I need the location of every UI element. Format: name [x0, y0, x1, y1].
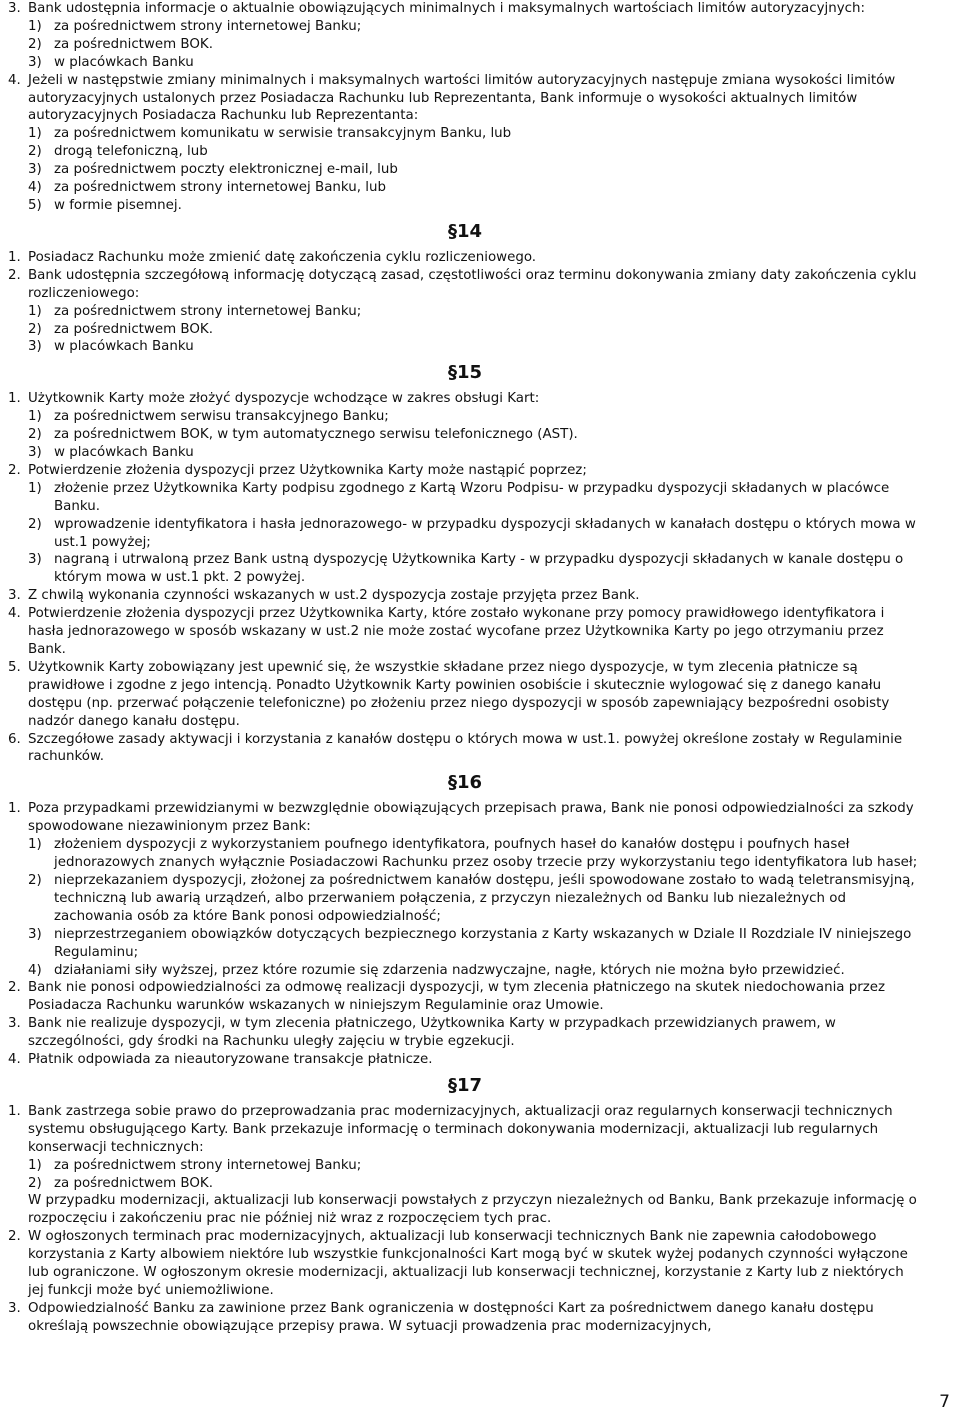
list-subitem [8, 408, 922, 426]
list-subitem [8, 426, 922, 444]
paragraph-number: 3. [8, 588, 21, 604]
list-subitem [8, 926, 922, 962]
list-subitem [8, 872, 922, 926]
subitem-text: za pośrednictwem strony internetowej Banku, lub [54, 180, 386, 196]
subitem-text: nieprzestrzeganiem obowiązków dotyczących bezpiecznego korzystania z Karty wskazanych w Dziale II Rozdziale IV niniejszego Regulaminu; [54, 926, 912, 960]
list-subitem [8, 197, 922, 215]
numbered-paragraph [8, 267, 922, 303]
paragraph-text: Użytkownik Karty może złożyć dyspozycje wchodzące w zakres obsługi Kart: [28, 391, 540, 407]
section-heading-text: §14 [447, 220, 483, 242]
list-subitem [8, 54, 922, 72]
paragraph-number: 6. [8, 731, 21, 747]
list-subitem [8, 125, 922, 143]
subitem-text: wprowadzenie identyfikatora i hasła jednorazowego- w przypadku dyspozycji składanych w kanałach dostępu o których mowa w ust.1 powyżej; [54, 516, 916, 550]
section-heading [8, 1073, 922, 1099]
subitem-number: 2) [28, 872, 42, 888]
subitem-text: działaniami siły wyższej, przez które rozumie się zdarzenia nadzwyczajne, nagłe, których nie można było przewidzieć. [54, 962, 845, 978]
paragraph-text: Jeżeli w następstwie zmiany minimalnych i maksymalnych wartości limitów autoryzacyjnych następuje zmiana wysokości limitów autoryzacyjnych ustalonych przez Posiadacza Rachunku lub Reprezentanta, Bank informuje o wysokości aktualnych limitów autoryzacyjnych Posiadacza Rachunku lub Reprezentanta: [28, 72, 896, 124]
list-subitem [8, 321, 922, 339]
numbered-paragraph [8, 979, 922, 1015]
subitem-text: za pośrednictwem BOK, w tym automatycznego serwisu telefonicznego (AST). [54, 427, 578, 443]
list-subitem [8, 338, 922, 356]
numbered-paragraph [8, 249, 922, 267]
subitem-number: 1) [28, 837, 42, 853]
paragraph-text: Potwierdzenie złożenia dyspozycji przez Użytkownika Karty może nastąpić poprzez; [28, 462, 587, 478]
subitem-number: 3) [28, 339, 42, 355]
list-subitem [8, 516, 922, 552]
numbered-paragraph [8, 800, 922, 836]
subitem-number: 1) [28, 303, 42, 319]
numbered-paragraph [8, 731, 922, 767]
subitem-text: za pośrednictwem BOK. [54, 321, 213, 337]
paragraph-text: Poza przypadkami przewidzianymi w bezwzględnie obowiązujących przepisach prawa, Bank nie ponosi odpowiedzialności za szkody spowodowane niezawinionym przez Bank: [28, 801, 914, 835]
list-subitem [8, 303, 922, 321]
numbered-paragraph [8, 1300, 922, 1336]
paragraph-text: Potwierdzenie złożenia dyspozycji przez Użytkownika Karty, które zostało wykonane przy pomocy prawidłowego identyfikatora i hasła jednorazowego w sposób wskazany w ust.2 nie może zostać wycofane przez Użytkownika Karty po jego otrzymaniu przez Bank. [28, 606, 885, 657]
subitem-number: 4) [28, 180, 42, 196]
subitem-text: za pośrednictwem strony internetowej Banku; [54, 303, 362, 319]
subitem-text: za pośrednictwem strony internetowej Banku; [54, 18, 362, 34]
subitem-text: złożeniem dyspozycji z wykorzystaniem poufnego identyfikatora, poufnych haseł do kanałów dostępu i poufnych haseł jednorazowych znanych wyłącznie Posiadaczowi Rachunku przez osoby trzecie przy wykorzystaniu tego identyfikatora lub haseł; [54, 837, 918, 871]
paragraph-number: 5. [8, 659, 21, 675]
subitem-number: 1) [28, 409, 42, 425]
list-subitem [8, 161, 922, 179]
paragraph-text: Płatnik odpowiada za nieautoryzowane transakcje płatnicze. [28, 1052, 433, 1068]
paragraph-number: 2. [8, 267, 21, 283]
paragraph-number: 4. [8, 606, 21, 622]
subitem-text: za pośrednictwem komunikatu w serwisie transakcyjnym Banku, lub [54, 126, 512, 142]
paragraph-text: Z chwilą wykonania czynności wskazanych w ust.2 dyspozycja zostaje przyjęta przez Bank. [28, 588, 640, 604]
paragraph-number: 1. [8, 391, 21, 407]
list-subitem [8, 480, 922, 516]
section-heading [8, 219, 922, 245]
list-subitem [8, 179, 922, 197]
subitem-text: za pośrednictwem BOK. [54, 1175, 213, 1191]
section-heading [8, 360, 922, 386]
paragraph-number: 2. [8, 980, 21, 996]
subitem-number: 2) [28, 1175, 42, 1191]
subitem-text: za pośrednictwem serwisu transakcyjnego Banku; [54, 409, 389, 425]
subitem-number: 2) [28, 144, 42, 160]
subitem-number: 5) [28, 197, 42, 213]
subitem-text: za pośrednictwem BOK. [54, 36, 213, 52]
paragraph-text: Bank zastrzega sobie prawo do przeprowadzania prac modernizacyjnych, aktualizacji oraz regularnych konserwacji technicznych systemu obsługującego Karty. Bank przekazuje informację o terminach dokonywania modernizacji, aktualizacji lub regularnych konserwacji technicznych: [28, 1103, 893, 1155]
section-heading [8, 770, 922, 796]
subitem-number: 3) [28, 162, 42, 178]
list-subitem [8, 962, 922, 980]
list-subitem [8, 18, 922, 36]
numbered-paragraph [8, 462, 922, 480]
section-heading-text: §17 [447, 1074, 483, 1096]
subitem-number: 4) [28, 962, 42, 978]
list-subitem [8, 143, 922, 161]
subitem-text: za pośrednictwem poczty elektronicznej e-mail, lub [54, 162, 398, 178]
section-heading-text: §15 [447, 362, 483, 384]
subitem-number: 1) [28, 480, 42, 496]
paragraph-number: 3. [8, 1016, 21, 1032]
numbered-paragraph [8, 1228, 922, 1300]
subitem-text: nagraną i utrwaloną przez Bank ustną dyspozycję Użytkownika Karty - w przypadku dyspozycji składanych w kanale dostępu o którym mowa w ust.1 pkt. 2 powyżej. [54, 552, 904, 586]
paragraph-text: Bank nie ponosi odpowiedzialności za odmowę realizacji dyspozycji, w tym zlecenia płatniczego na skutek niedochowania przez Posiadacza Rachunku warunków wskazanych w niniejszym Regulaminie oraz Umowie. [28, 980, 886, 1014]
numbered-paragraph [8, 659, 922, 731]
paragraph-number: 3. [8, 1, 21, 16]
list-subitem [8, 444, 922, 462]
subitem-number: 3) [28, 926, 42, 942]
paragraph-text: Szczegółowe zasady aktywacji i korzystania z kanałów dostępu o których mowa w ust.1. powyżej określone zostały w Regulaminie rachunków. [28, 731, 903, 765]
paragraph-text: W ogłoszonych terminach prac modernizacyjnych, aktualizacji lub konserwacji technicznych Bank nie zapewnia całodobowego korzystania z Karty albowiem niektóre lub wszystkie funkcjonalności Kart mogą być w skutek wyżej podanych czynności wyłączone lub ograniczone. W ogłoszonym okresie modernizacji, aktualizacji lub konserwacji technicznej, korzystanie z Karty lub z niektórych jej funkcji może być uniemożliwione. [28, 1229, 908, 1298]
subitem-number: 1) [28, 126, 42, 142]
subitem-text: w placówkach Banku [54, 339, 194, 355]
numbered-paragraph [8, 1051, 922, 1069]
subitem-number: 3) [28, 445, 42, 461]
paragraph-number: 1. [8, 249, 21, 265]
paragraph-number: 4. [8, 72, 21, 88]
subitem-number: 2) [28, 427, 42, 443]
paragraph-number: 1. [8, 801, 21, 817]
list-subitem [8, 1157, 922, 1175]
numbered-paragraph [8, 1103, 922, 1157]
numbered-paragraph [8, 587, 922, 605]
numbered-paragraph [8, 605, 922, 659]
subitem-text: w placówkach Banku [54, 54, 194, 70]
paragraph-number: 1. [8, 1103, 21, 1119]
subitem-number: 3) [28, 54, 42, 70]
list-subitem [8, 836, 922, 872]
numbered-paragraph [8, 390, 922, 408]
paragraph-number: 2. [8, 1229, 21, 1245]
subitem-number: 3) [28, 552, 42, 568]
paragraph-text: Bank nie realizuje dyspozycji, w tym zlecenia płatniczego, Użytkownika Karty w przypadkach przewidzianych prawem, w szczególności, gdy środki na Rachunku uległy zajęciu w trybie egzekucji. [28, 1016, 836, 1050]
subitem-text: za pośrednictwem strony internetowej Banku; [54, 1157, 362, 1173]
page-number: 7 [939, 1392, 950, 1412]
subitem-number: 2) [28, 321, 42, 337]
subitem-text: złożenie przez Użytkownika Karty podpisu zgodnego z Kartą Wzoru Podpisu- w przypadku dyspozycji składanych w placówce Banku. [54, 480, 890, 514]
document-body [8, 0, 922, 1336]
subitem-text: nieprzekazaniem dyspozycji, złożonej za pośrednictwem kanałów dostępu, jeśli spowodowane zostało to wadą teletransmisyjną, techniczną lub awarią urządzeń, albo przerwaniem połączenia, z przyczyn niezależnych od Banku lub niezależnych od zachowania osób za które Bank ponosi odpowiedzialność; [54, 872, 915, 924]
list-subitem [8, 36, 922, 54]
paragraph-text: Posiadacz Rachunku może zmienić datę zakończenia cyklu rozliczeniowego. [28, 249, 537, 265]
subitem-text: w placówkach Banku [54, 445, 194, 461]
paragraph-text: Użytkownik Karty zobowiązany jest upewnić się, że wszystkie składane przez niego dyspozycje, w tym zlecenia płatnicze są prawidłowe i zgodne z jego intencją. Ponadto Użytkownik Karty powinien osobiście i skutecznie wylogować się z danego kanału dostępu (np. przerwać połączenie telefoniczne) po złożeniu przez niego dyspozycji w sposób zapewniający bezpośredni osobisty nadzór danego kanału dostępu. [28, 659, 890, 729]
list-subitem [8, 1175, 922, 1193]
subitem-text: w formie pisemnej. [54, 197, 182, 213]
paragraph-text: Odpowiedzialność Banku za zawinione przez Bank ograniczenia w dostępności Kart za pośrednictwem danego kanału dostępu określają powszechnie obowiązujące przepisy prawa. W sytuacji prowadzenia prac modernizacyjnych, [28, 1300, 874, 1334]
subitem-number: 1) [28, 18, 42, 34]
subitem-number: 2) [28, 516, 42, 532]
paragraph-text: Bank udostępnia informacje o aktualnie obowiązujących minimalnych i maksymalnych wartościach limitów autoryzacyjnych: [28, 1, 866, 16]
continuation-paragraph: W przypadku modernizacji, aktualizacji lub konserwacji powstałych z przyczyn niezależnych od Banku, Bank przekazuje informację o rozpoczęciu i zakończeniu prac nie później niż wraz z rozpoczęciem tych prac. [28, 1193, 917, 1227]
paragraph-text: Bank udostępnia szczegółową informację dotyczącą zasad, częstotliwości oraz terminu dokonywania zmiany daty zakończenia cyklu rozliczeniowego: [28, 267, 917, 301]
paragraph-number: 4. [8, 1052, 21, 1068]
numbered-paragraph [8, 0, 922, 18]
subitem-number: 2) [28, 36, 42, 52]
numbered-paragraph [8, 72, 922, 126]
paragraph-number: 3. [8, 1300, 21, 1316]
section-heading-text: §16 [447, 772, 483, 794]
subitem-number: 1) [28, 1157, 42, 1173]
paragraph-number: 2. [8, 462, 21, 478]
subitem-text: drogą telefoniczną, lub [54, 144, 208, 160]
numbered-paragraph [8, 1015, 922, 1051]
list-subitem [8, 551, 922, 587]
